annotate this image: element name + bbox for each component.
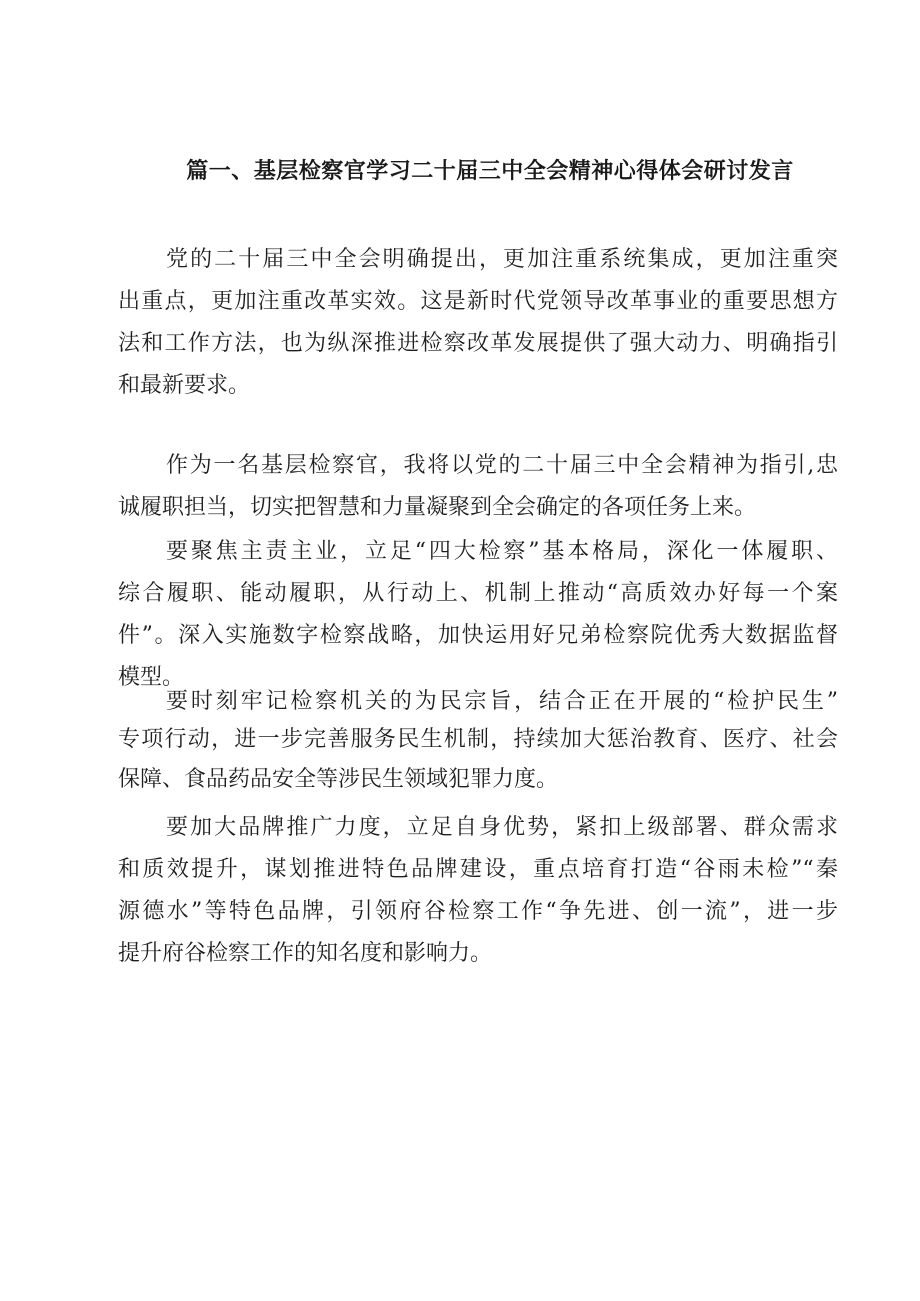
paragraph-1-line-4: 和最新要求。 [118,373,251,398]
paragraph-4-line-1: 要时刻牢记检察机关的为民宗旨，结合正在开展的“检护民生” [166,689,838,714]
paragraph-4-line-2: 专项行动，进一步完善服务民生机制，持续加大惩治教育、医疗、社会 [118,727,838,752]
paragraph-2-line-1: 作为一名基层检察官，我将以党的二十届三中全会精神为指引,忠 [166,453,838,478]
paragraph-4-line-3: 保障、食品药品安全等涉民生领域犯罪力度。 [118,767,559,792]
paragraph-1-line-3: 法和工作方法，也为纵深推进检察改革发展提供了强大动力、明确指引 [118,331,838,356]
paragraph-5-line-3: 源德水”等特色品牌，引领府谷检察工作“争先进、创一流”，进一步 [118,899,838,924]
paragraph-1-line-2: 出重点，更加注重改革实效。这是新时代党领导改革事业的重要思想方 [118,289,838,314]
paragraph-2-line-2: 诚履职担当，切实把智慧和力量凝聚到全会确定的各项任务上来。 [118,495,757,520]
paragraph-5-line-4: 提升府谷检察工作的知名度和影响力。 [118,941,493,966]
document-title: 篇一、基层检察官学习二十届三中全会精神心得体会研讨发言 [186,159,794,184]
paragraph-3-line-4: 模型。 [118,665,185,690]
paragraph-5-line-2: 和质效提升，谋划推进特色品牌建设，重点培育打造“谷雨未检”“秦 [118,857,838,882]
paragraph-5-line-1: 要加大品牌推广力度，立足自身优势，紧扣上级部署、群众需求 [166,815,838,840]
paragraph-3-line-2: 综合履职、能动履职，从行动上、机制上推动“高质效办好每一个案 [118,581,838,606]
paragraph-3-line-1: 要聚焦主责主业，立足“四大检察”基本格局，深化一体履职、 [166,539,838,564]
paragraph-3-line-3: 件”。深入实施数字检察战略，加快运用好兄弟检察院优秀大数据监督 [118,623,838,648]
paragraph-1-line-1: 党的二十届三中全会明确提出，更加注重系统集成，更加注重突 [166,247,838,272]
